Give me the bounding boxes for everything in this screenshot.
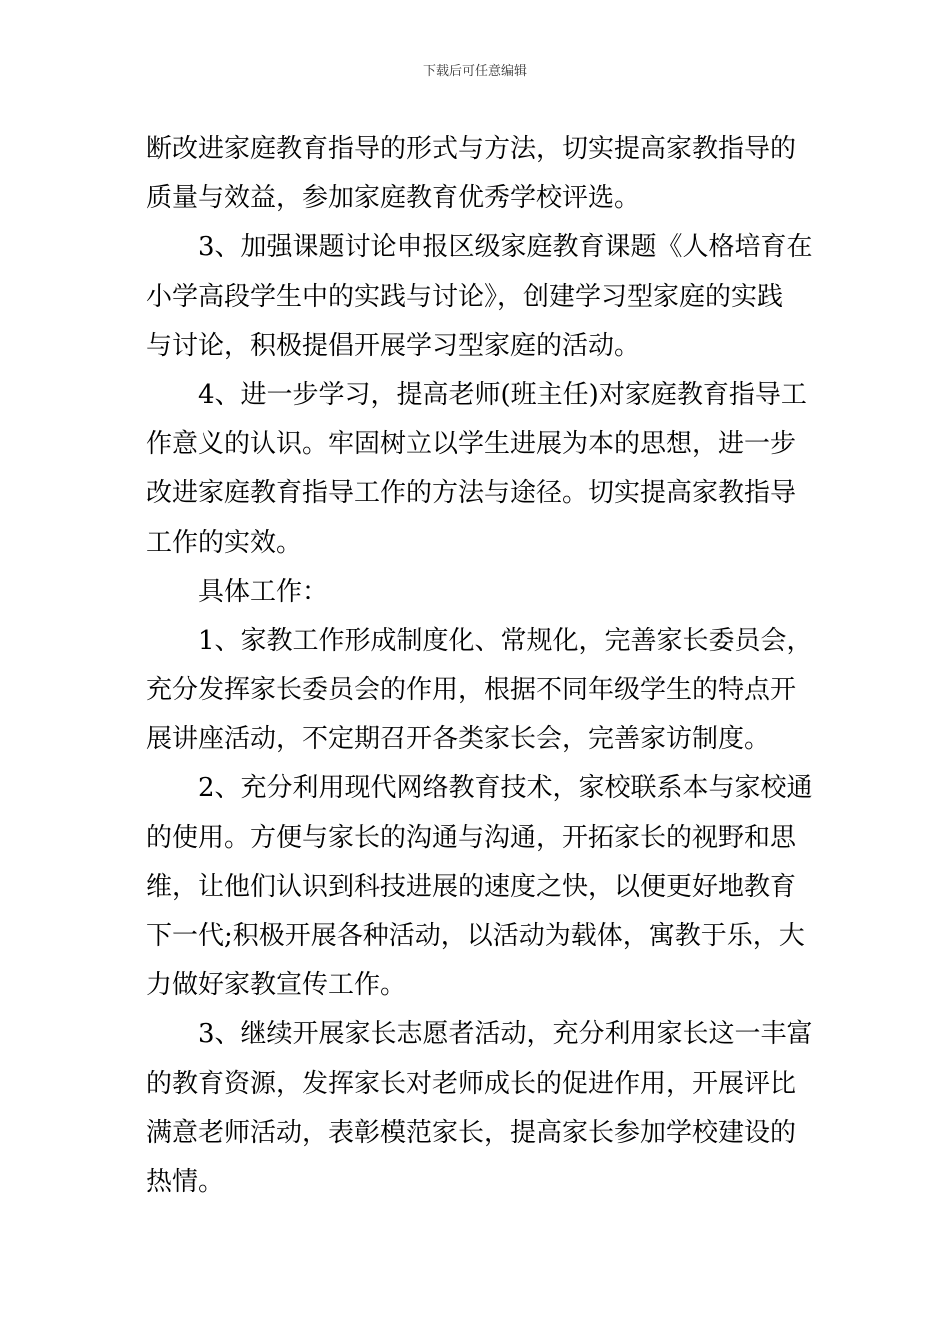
text-line: 力做好家教宣传工作。 (146, 970, 407, 1001)
text-line: 热情。 (146, 1166, 225, 1197)
text-line: 工作的实效。 (146, 527, 303, 558)
text-line: 3、加强课题讨论申报区级家庭教育课题《人格培育在 (198, 232, 813, 263)
page-header: 下载后可任意编辑 (422, 64, 527, 79)
text-line: 与讨论，积极提倡开展学习型家庭的活动。 (146, 330, 641, 361)
text-line: 满意老师活动，表彰模范家长，提高家长参加学校建设的 (146, 1117, 797, 1148)
paragraph-item-3-research (146, 223, 813, 371)
text-line: 作意义的认识。牢固树立以学生进展为本的思想，进一步 (146, 429, 797, 460)
text-line: 的教育资源，发挥家长对老师成长的促进作用，开展评比 (146, 1068, 797, 1099)
text-line: 具体工作： (198, 576, 329, 607)
paragraph-continuation (146, 125, 808, 223)
document-body (146, 125, 813, 1207)
text-line: 充分发挥家长委员会的作用，根据不同年级学生的特点开 (146, 675, 797, 706)
text-line: 3、继续开展家长志愿者活动，充分利用家长这一丰富 (198, 1019, 813, 1050)
paragraph-work-3 (146, 1010, 813, 1207)
paragraph-work-1 (146, 617, 813, 765)
text-line: 4、进一步学习，提高老师(班主任)对家庭教育指导工 (198, 379, 807, 410)
text-line: 断改进家庭教育指导的形式与方法，切实提高家教指导的 (146, 134, 797, 164)
text-line: 改进家庭教育指导工作的方法与途径。切实提高家教指导 (146, 478, 797, 509)
paragraph-work-2 (146, 764, 813, 1010)
paragraph-item-4-study (146, 371, 808, 568)
text-line: 质量与效益，参加家庭教育优秀学校评选。 (146, 183, 641, 214)
section-heading-specific-work (146, 568, 808, 617)
text-line: 2、充分利用现代网络教育技术，家校联系本与家校通 (198, 773, 813, 804)
text-line: 小学高段学生中的实践与讨论》，创建学习型家庭的实践 (146, 281, 784, 312)
text-line: 1、家教工作形成制度化、常规化，完善家长委员会， (198, 625, 813, 656)
text-line: 展讲座活动，不定期召开各类家长会，完善家访制度。 (146, 724, 771, 755)
text-line: 的使用。方便与家长的沟通与沟通，开拓家长的视野和思 (146, 822, 797, 853)
text-line: 维，让他们认识到科技进展的速度之快，以便更好地教育 (146, 871, 797, 902)
text-line: 下一代;积极开展各种活动，以活动为载体，寓教于乐，大 (146, 921, 805, 951)
